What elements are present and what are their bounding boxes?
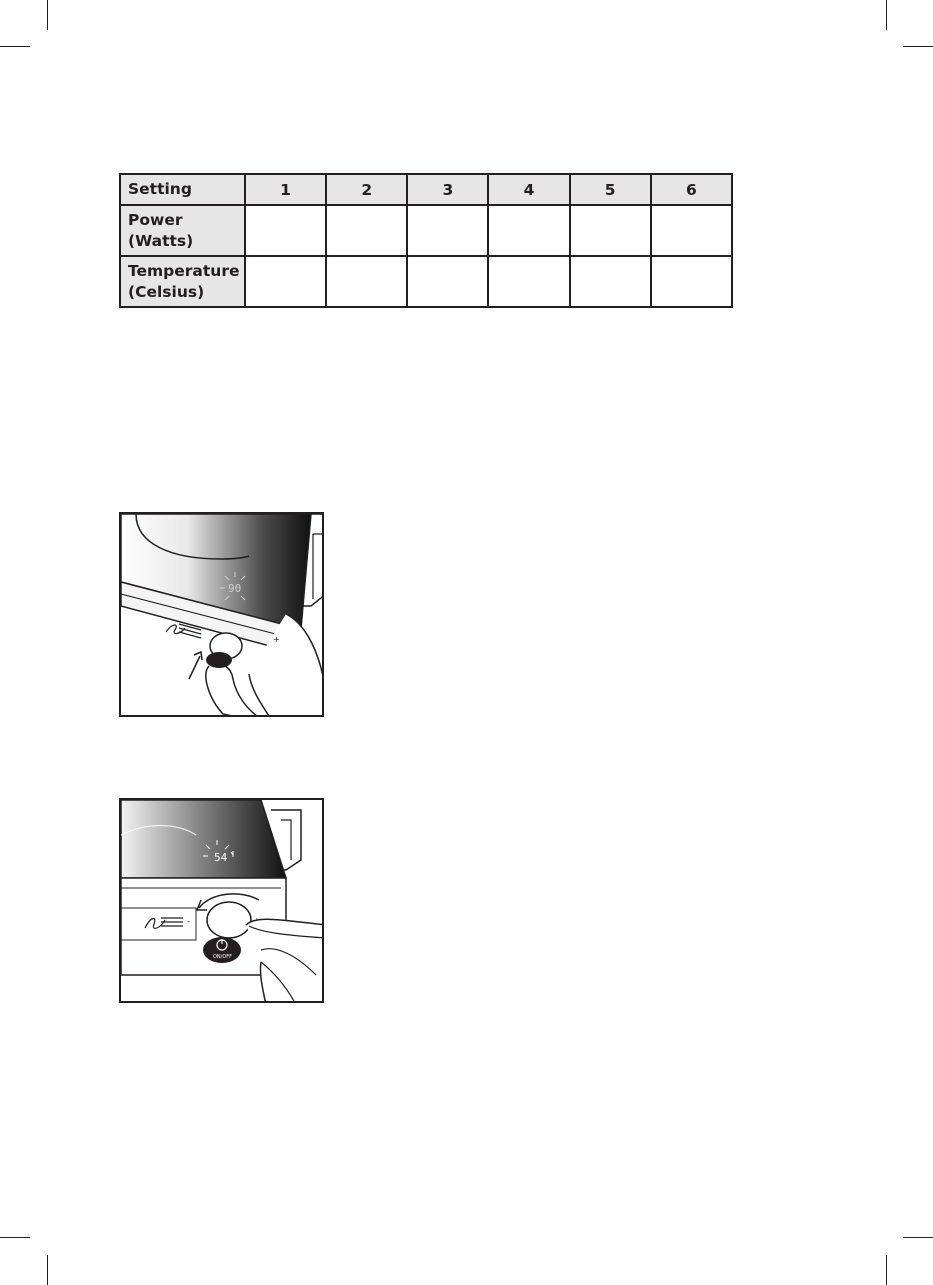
row-label — [120, 256, 245, 307]
table-cell — [326, 205, 407, 256]
figure-press-knob — [119, 512, 324, 717]
svg-text:+: + — [273, 635, 280, 644]
row-label-line: Temperature — [128, 261, 240, 280]
figure-turn-knob — [119, 798, 324, 1003]
crop-mark — [903, 46, 933, 47]
knob-label: ON/OFF — [213, 954, 233, 960]
table-cell — [488, 256, 569, 307]
crop-mark — [886, 0, 887, 30]
svg-text:-: - — [187, 917, 191, 927]
table-cell — [407, 256, 488, 307]
table-cell — [570, 205, 651, 256]
header-cell: 5 — [570, 174, 651, 205]
header-cell: 2 — [326, 174, 407, 205]
table-cell — [488, 205, 569, 256]
press-knob-illustration — [121, 514, 322, 715]
row-label — [120, 205, 245, 256]
header-cell: 1 — [245, 174, 326, 205]
table-cell — [407, 205, 488, 256]
table-cell — [651, 205, 732, 256]
header-cell: 6 — [651, 174, 732, 205]
crop-mark — [47, 0, 48, 30]
crop-mark — [47, 1255, 48, 1285]
table-row — [120, 205, 732, 256]
display-readout: 90 — [228, 582, 242, 595]
display-readout: 54 — [214, 851, 228, 864]
crop-mark — [0, 46, 30, 47]
table-header-row — [120, 174, 732, 205]
header-cell: Setting — [120, 174, 245, 205]
row-label-line: (Celsius) — [128, 282, 205, 301]
table-cell — [245, 205, 326, 256]
settings-table — [119, 173, 733, 308]
header-cell: 3 — [407, 174, 488, 205]
turn-knob-illustration — [121, 800, 322, 1001]
header-cell: 4 — [488, 174, 569, 205]
row-label-line: (Watts) — [128, 231, 194, 250]
table-cell — [651, 256, 732, 307]
table-row — [120, 256, 732, 307]
table-cell — [245, 256, 326, 307]
table-cell — [570, 256, 651, 307]
row-label-line: Power — [128, 210, 183, 229]
crop-mark — [0, 1237, 30, 1238]
crop-mark — [903, 1237, 933, 1238]
crop-mark — [886, 1255, 887, 1285]
table-cell — [326, 256, 407, 307]
